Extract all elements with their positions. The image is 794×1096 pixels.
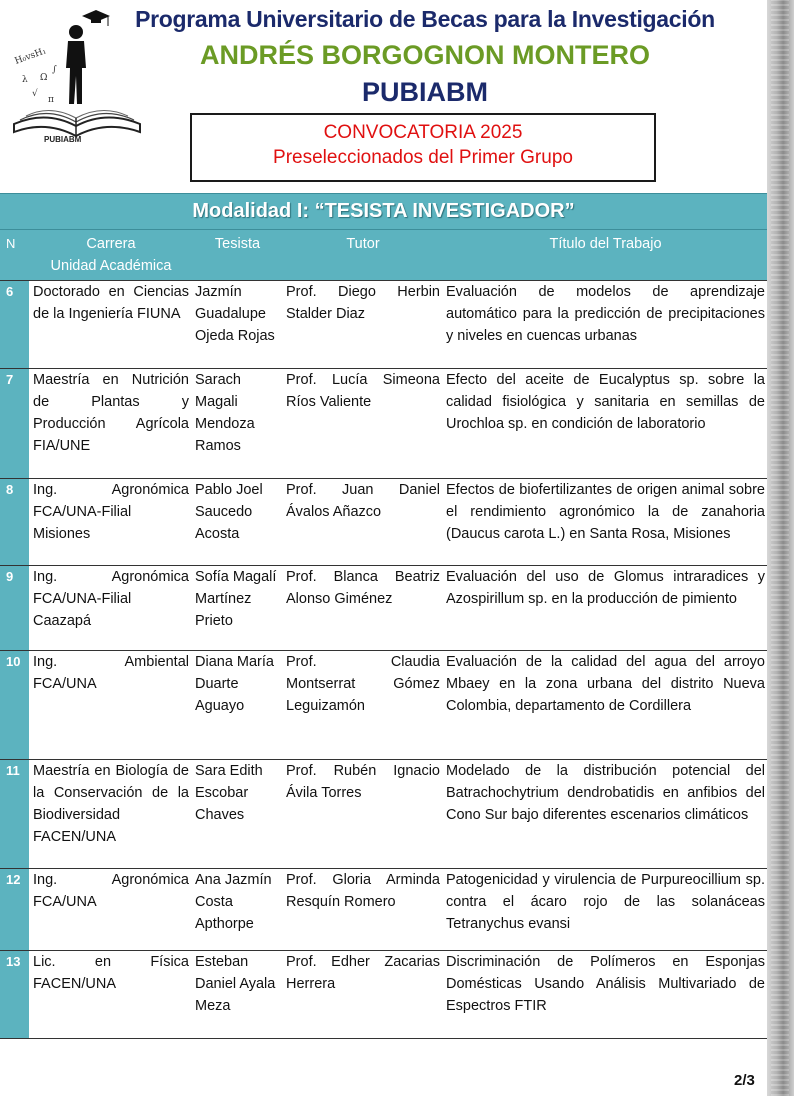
row-tutor: Prof. Gloria Arminda Resquín Romero	[282, 869, 442, 951]
header-tesista: Tesista	[191, 230, 282, 281]
row-titulo: Evaluación de modelos de aprendizaje automático para la predicción de precipitaciones y niveles en cuencas urbanas	[442, 281, 767, 369]
svg-text:∫: ∫	[52, 65, 57, 75]
row-tutor: Prof. Diego Herbin Stalder Diaz	[282, 281, 442, 369]
page-number: 2/3	[734, 1072, 755, 1089]
svg-text:√: √	[32, 89, 38, 99]
row-tesista: Ana Jazmín Costa Apthorpe	[191, 869, 282, 951]
row-titulo: Efectos de biofertilizantes de origen animal sobre el rendimiento agronómico la de zanahoria (Daucus carota L.) en Santa Rosa, Misiones	[442, 479, 767, 566]
table-row	[0, 566, 767, 651]
convocatoria-box	[190, 113, 656, 182]
row-number: 11	[0, 760, 29, 869]
row-tesista: Sarach Magali Mendoza Ramos	[191, 369, 282, 479]
table-header-row	[0, 230, 767, 281]
row-number: 13	[0, 951, 29, 1039]
row-titulo: Evaluación del uso de Glomus intraradices y Azospirillum sp. en la producción de pimiento	[442, 566, 767, 651]
row-tesista: Sara Edith Escobar Chaves	[191, 760, 282, 869]
row-number: 12	[0, 869, 29, 951]
row-carrera: Ing. Agronómica FCA/UNA	[29, 869, 191, 951]
svg-text:Ω: Ω	[40, 73, 48, 83]
row-titulo: Patogenicidad y virulencia de Purpureocillium sp. contra el ácaro rojo de las solanáceas Tetranychus evansi	[442, 869, 767, 951]
table-row	[0, 760, 767, 869]
row-tutor: Prof. Lucía Simeona Ríos Valiente	[282, 369, 442, 479]
row-tesista: Pablo Joel Saucedo Acosta	[191, 479, 282, 566]
row-carrera: Maestría en Biología de la Conservación de la Biodiversidad FACEN/UNA	[29, 760, 191, 869]
row-carrera: Ing. Agronómica FCA/UNA-Filial Misiones	[29, 479, 191, 566]
row-tutor: Prof. Claudia Montserrat Gómez Leguizamón	[282, 651, 442, 760]
row-titulo: Discriminación de Polímeros en Esponjas Domésticas Usando Análisis Multivariado de Espectros FTIR	[442, 951, 767, 1039]
header-carrera	[29, 230, 191, 281]
program-name: ANDRÉS BORGOGNON MONTERO	[199, 40, 650, 70]
modalidad-banner	[0, 193, 767, 230]
header-tutor: Tutor	[282, 230, 442, 281]
row-carrera: Ing. Ambiental FCA/UNA	[29, 651, 191, 760]
row-tutor: Prof. Edher Zacarias Herrera	[282, 951, 442, 1039]
convocatoria-subtitle: Preseleccionados del Primer Grupo	[273, 147, 573, 168]
row-carrera: Doctorado en Ciencias de la Ingeniería FIUNA	[29, 281, 191, 369]
table-row	[0, 651, 767, 760]
header-n: N	[0, 230, 29, 281]
row-number: 6	[0, 281, 29, 369]
row-tesista: Jazmín Guadalupe Ojeda Rojas	[191, 281, 282, 369]
row-number: 10	[0, 651, 29, 760]
row-titulo: Efecto del aceite de Eucalyptus sp. sobre la calidad fisiológica y sanitaria en semillas de Urochloa sp. en condición de laboratorio	[442, 369, 767, 479]
svg-text:π: π	[48, 95, 54, 105]
convocatoria-title: CONVOCATORIA 2025	[323, 122, 523, 143]
logo-caption: PUBIABM	[44, 135, 82, 144]
row-tutor: Prof. Rubén Ignacio Ávila Torres	[282, 760, 442, 869]
row-tesista: Diana María Duarte Aguayo	[191, 651, 282, 760]
table-row	[0, 479, 767, 566]
row-tesista: Esteban Daniel Ayala Meza	[191, 951, 282, 1039]
row-carrera: Maestría en Nutrición de Plantas y Producción Agrícola FIA/UNE	[29, 369, 191, 479]
row-number: 9	[0, 566, 29, 651]
row-tutor: Prof. Blanca Beatriz Alonso Giménez	[282, 566, 442, 651]
row-tesista: Sofía Magalí Martínez Prieto	[191, 566, 282, 651]
modalidad-title: Modalidad I: “TESISTA INVESTIGADOR”	[192, 200, 575, 222]
table-row	[0, 281, 767, 369]
preselected-table	[0, 230, 767, 1039]
header-titulo: Título del Trabajo	[442, 230, 767, 281]
row-carrera: Lic. en Física FACEN/UNA	[29, 951, 191, 1039]
svg-text:H₀vsH₁: H₀vsH₁	[13, 46, 48, 67]
table-row	[0, 369, 767, 479]
row-carrera: Ing. Agronómica FCA/UNA-Filial Caazapá	[29, 566, 191, 651]
table-row	[0, 951, 767, 1039]
row-number: 7	[0, 369, 29, 479]
row-number: 8	[0, 479, 29, 566]
header-carrera-label: Carrera	[86, 236, 136, 252]
table-row	[0, 869, 767, 951]
page-edge-decoration	[767, 0, 794, 1096]
row-titulo: Modelado de la distribución potencial del Batrachochytrium dendrobatidis en anfibios del Cono Sur bajo diferentes escenarios climáticos	[442, 760, 767, 869]
svg-text:λ: λ	[22, 75, 28, 85]
program-acronym: PUBIABM	[362, 77, 488, 107]
program-title: Programa Universitario de Becas para la Investigación	[135, 6, 715, 32]
row-titulo: Evaluación de la calidad del agua del arroyo Mbaey en la zona urbana del distrito Nueva Colombia, departamento de Cordillera	[442, 651, 767, 760]
header-unidad-label: Unidad Académica	[50, 258, 172, 274]
row-tutor: Prof. Juan Daniel Ávalos Añazco	[282, 479, 442, 566]
